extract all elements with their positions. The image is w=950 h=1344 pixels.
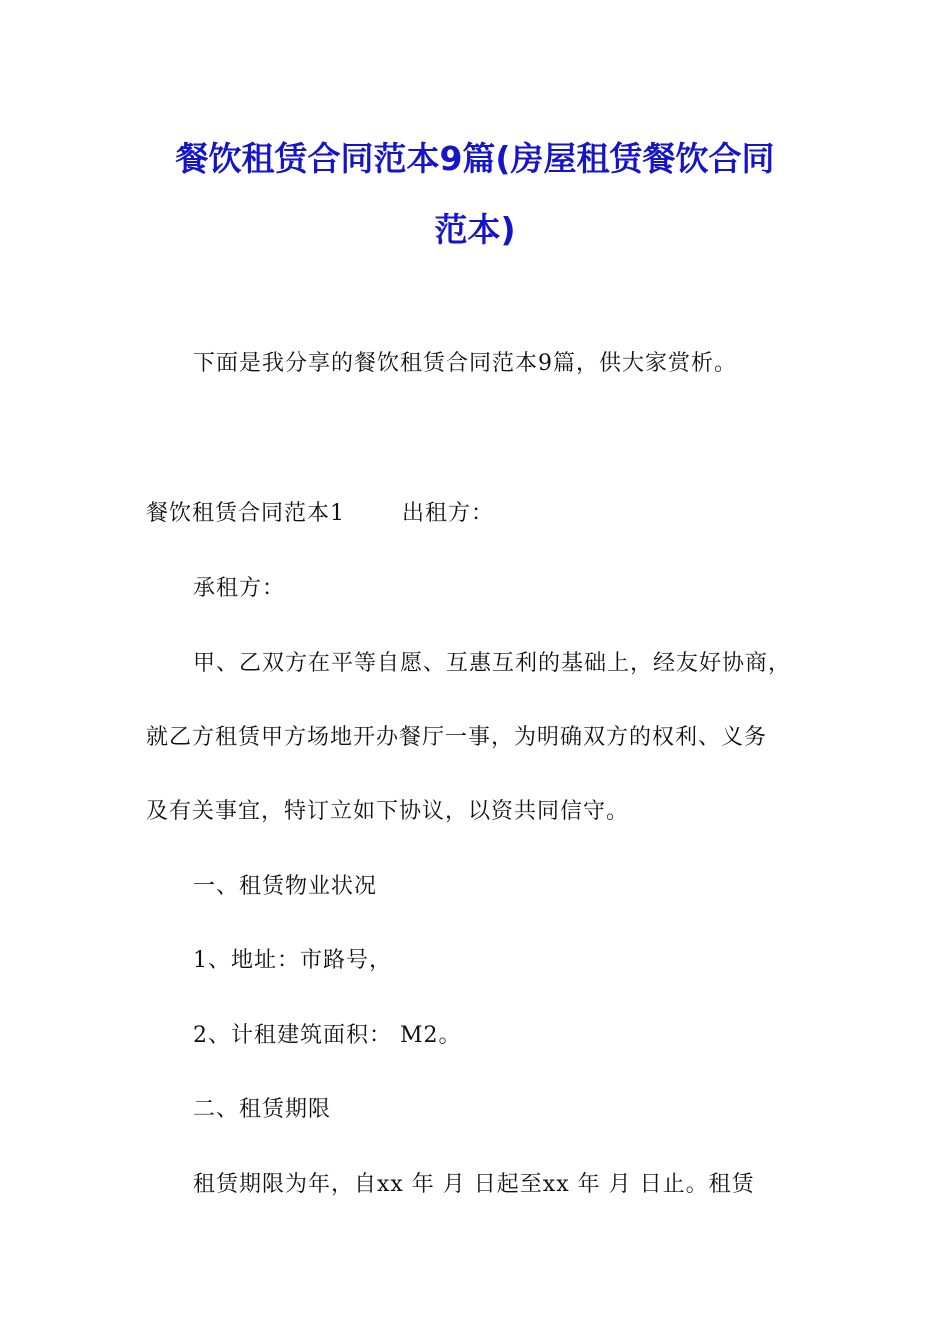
clause-heading: 一、租赁物业状况 [193,874,378,899]
section-heading: 餐饮租赁合同范本1 [146,501,345,526]
paragraph-line: 甲、乙双方在平等自愿、互惠互利的基础上，经友好协商， [193,651,792,676]
lessor-label: 出租方： [402,501,495,526]
document-title-line-1: 餐饮租赁合同范本9篇(房屋租赁餐饮合同 [175,139,775,178]
clause-heading: 二、租赁期限 [193,1097,332,1122]
document-title-line-2: 范本) [434,210,516,249]
clause-item: 2、计租建筑面积： M2。 [193,1023,462,1048]
paragraph-line: 及有关事宜，特订立如下协议，以资共同信守。 [146,799,630,824]
clause-item: 1、地址：市路号， [193,948,392,973]
paragraph-line: 就乙方租赁甲方场地开办餐厅一事，为明确双方的权利、义务 [146,725,768,750]
intro-paragraph: 下面是我分享的餐饮租赁合同范本9篇，供大家赏析。 [193,351,737,376]
lessee-label: 承租方： [193,576,286,601]
clause-text: 租赁期限为年，自xx 年 月 日起至xx 年 月 日止。租赁 [193,1172,755,1197]
